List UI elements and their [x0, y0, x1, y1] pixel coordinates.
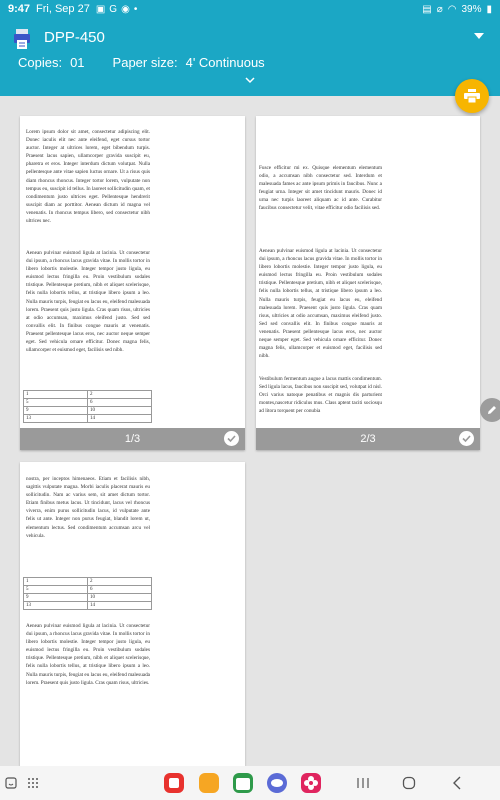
preview-page-1[interactable] — [20, 116, 245, 450]
page-1-select-toggle[interactable] — [224, 431, 239, 446]
copies-label: Copies: — [18, 55, 63, 70]
page-2-paragraph-3: Vestibulum fermentum augue a lacus mattis condimentum. Sed ligula lacus, faucibus non suscipit sed, volutpat id nisl. Orci varius natoque penatibus et magnis dis parturient montes,nascetur ridiculus mus. Class aptent taciti sociosqu ad litora torquent per conubia — [259, 376, 382, 415]
paper-size-label: Paper size: — [112, 55, 178, 70]
back-button[interactable] — [452, 776, 462, 790]
printer-dropdown-icon[interactable] — [474, 33, 484, 39]
edit-button[interactable] — [480, 398, 500, 422]
home-button[interactable] — [402, 776, 416, 790]
copies-value: 01 — [70, 55, 85, 70]
print-settings-summary[interactable] — [18, 55, 265, 70]
page-1-table: 1 2 5 6 9 10 13 14 — [23, 390, 152, 423]
date: Fri, Sep 27 — [36, 3, 90, 15]
system-navigation-bar — [0, 766, 500, 800]
page-1-paragraph-2: Aenean pulvinar euismod ligula at lacinia. Ut consectetur dui ipsum, a rhoncus lacus gravida vitae. In mollis tortor in libero lobortis molestie. Integer tempor justo ligula, eu euismod lectus fringilla eu. Proin vestibulum sodales tristique. Pellentesque pretium, nibh et aliquet scelerisque, felis nulla lobortis tellus, at tristique libero ipsum a leo. Nulla mauris turpis, feugiat eu lacus eu, eleifend malesuada lorem. Praesent quis justo ligula. Cras quam risus, ultricies at odio accumsan, maximus eleifend justo. Sed sed convallis elit. In finibus congue mauris at venenatis. Praesent pellentesque lacus eros, nec auctor neque semper eget. Sed vehicula ornare efficitur. Donec magna felis, ullamcorper et euismod eget, facilisis sed nibh. — [26, 250, 150, 354]
paper-size-value: 4' Continuous — [185, 55, 265, 70]
page-2-footer — [256, 428, 480, 450]
google-icon: G — [109, 3, 118, 15]
page-2-paragraph-2: Aenean pulvinar euismod ligula at lacinia. Ut consectetur dui ipsum, a rhoncus lacus gravida vitae. In mollis tortor in libero lobortis molestie. Integer tempor justo ligula, eu euismod lectus fringilla eu. Proin vestibulum sodales tristique. Pellentesque pretium, nibh et aliquet scelerisque, felis nulla lobortis tellus, at tristique libero ipsum a leo. Nulla mauris turpis, feugiat eu lacus eu, eleifend malesuada lorem. Praesent quis justo ligula. Cras quam risus, ultricies at odio accumsan, maximus eleifend justo. Sed sed convallis elit. In finibus congue mauris at venenatis. Praesent pellentesque lacus eros, nec auctor neque semper eget. Sed vehicula ornare efficitur. Donec magna felis, ullamcorper et euismod eget, facilisis sed nibh. — [259, 248, 382, 360]
recents-button[interactable] — [356, 777, 370, 789]
page-3-paragraph-2: Aenean pulvinar euismod ligula at lacinia. Ut consectetur dui ipsum, a rhoncus lacus gravida vitae. In mollis tortor in libero lobortis molestie. Integer tempor justo ligula, eu euismod lectus fringilla eu. Proin vestibulum sodales tristique. Pellentesque pretium, nibh et aliquet scelerisque, felis nulla lobortis tellus, at tristique libero ipsum a leo. Nulla mauris turpis, feugiat eu lacus eu, eleifend malesuada lorem. Praesent quis justo ligula. Cras quam risus, ultricies. — [26, 623, 150, 686]
page-indicator: 2/3 — [360, 433, 376, 445]
page-2-select-toggle[interactable] — [459, 431, 474, 446]
print-button[interactable] — [455, 79, 489, 113]
notification-icons — [96, 4, 137, 15]
printer-name[interactable]: DPP-450 — [44, 29, 105, 46]
chevron-down-icon[interactable] — [245, 75, 255, 85]
page-2-paragraph-1: Fusce efficitur mi ex. Quisque elementum elementum odio, a accumsan nibh consectetur sed. Interdum et malesuada fames ac ante ipsum primis in faucibus. Nunc a feugiat urna. Integer sit amet tincidunt mauris. Donec id urna nec turpis laoreet aliquam ac id ante. Curabitur faucibus consectetur velit, vitae efficitur odio facilisis sed. — [259, 165, 382, 212]
preview-page-3[interactable] — [20, 462, 245, 766]
page-indicator: 1/3 — [124, 433, 141, 445]
check-notification-icon: ◉ — [121, 3, 130, 15]
gallery-app-icon[interactable] — [301, 773, 321, 793]
app-drawer-icon[interactable] — [27, 777, 39, 789]
red-app-icon[interactable] — [164, 773, 184, 793]
print-icon — [464, 89, 480, 103]
check-icon — [227, 434, 236, 443]
app-header — [0, 18, 500, 96]
battery-level: 39% — [461, 3, 482, 15]
page-3-paragraph-1: nostra, per inceptos himenaeos. Etiam et facilisis nibh, sagittis vulputate magna. Morbi iaculis placerat mauris eu sollicitudin. Nam ac varius sem, sit amet dictum tortor. Etiam finibus metus lacus. Ut tincidunt, lacus vel rhoncus viverra, enim purus sollicitudin lacus, id vulputate ante felis ut ante. Integer non purus feugiat, blandit lorem ut, elementum lectus. Sed condimentum accumsan arcu vel vehicula. — [26, 476, 150, 539]
signal-icon: ▤ — [422, 3, 432, 15]
calendar-app-icon[interactable] — [233, 773, 253, 793]
flower-icon — [301, 773, 321, 793]
edit-icon — [486, 404, 498, 416]
preview-page-2[interactable] — [256, 116, 480, 450]
mute-icon: ⌀ — [436, 3, 443, 15]
messages-app-icon[interactable] — [267, 773, 287, 793]
system-icons — [422, 4, 492, 15]
recent-screenshot-icon[interactable] — [5, 777, 17, 789]
status-bar — [0, 0, 500, 18]
check-icon — [462, 434, 471, 443]
page-1-paragraph-1: Lorem ipsum dolor sit amet, consectetur adipiscing elit. Donec iaculis elit nec ante eleifend, eget cursus tortor auctor. Integer at ultrices lorem, eget bibendum turpis. Praesent lacus sapien, ullamcorper gravida suscipit eu, pharetra et eros. Integer interdum dictum volutpat. Nulla pellentesque ante vitae sapien luctus ornare. Ut a risus quis diam rhoncus rhoncus. Integer tortor lorem, vulputate non tempus eu, suscipit id tellus. In laoreet sollicitudin quam, et condimentum justo ultrices eget. Pellentesque hendrerit suscipit diam ac porttitor. Aenean dictum id magna vel venenatis. In rhoncus tempus libero, sed consectetur nibh ultrices nec. — [26, 129, 150, 225]
notes-app-icon[interactable] — [199, 773, 219, 793]
printer-icon — [14, 29, 30, 49]
battery-icon: ▮ — [486, 3, 492, 15]
wifi-icon: ◠ — [447, 3, 457, 15]
page-3-table: 1 2 5 6 9 10 13 14 — [23, 577, 152, 610]
clock: 9:47 — [8, 3, 31, 15]
dot-icon: • — [133, 3, 138, 15]
image-notification-icon: ▣ — [95, 3, 106, 15]
page-1-footer — [20, 428, 245, 450]
